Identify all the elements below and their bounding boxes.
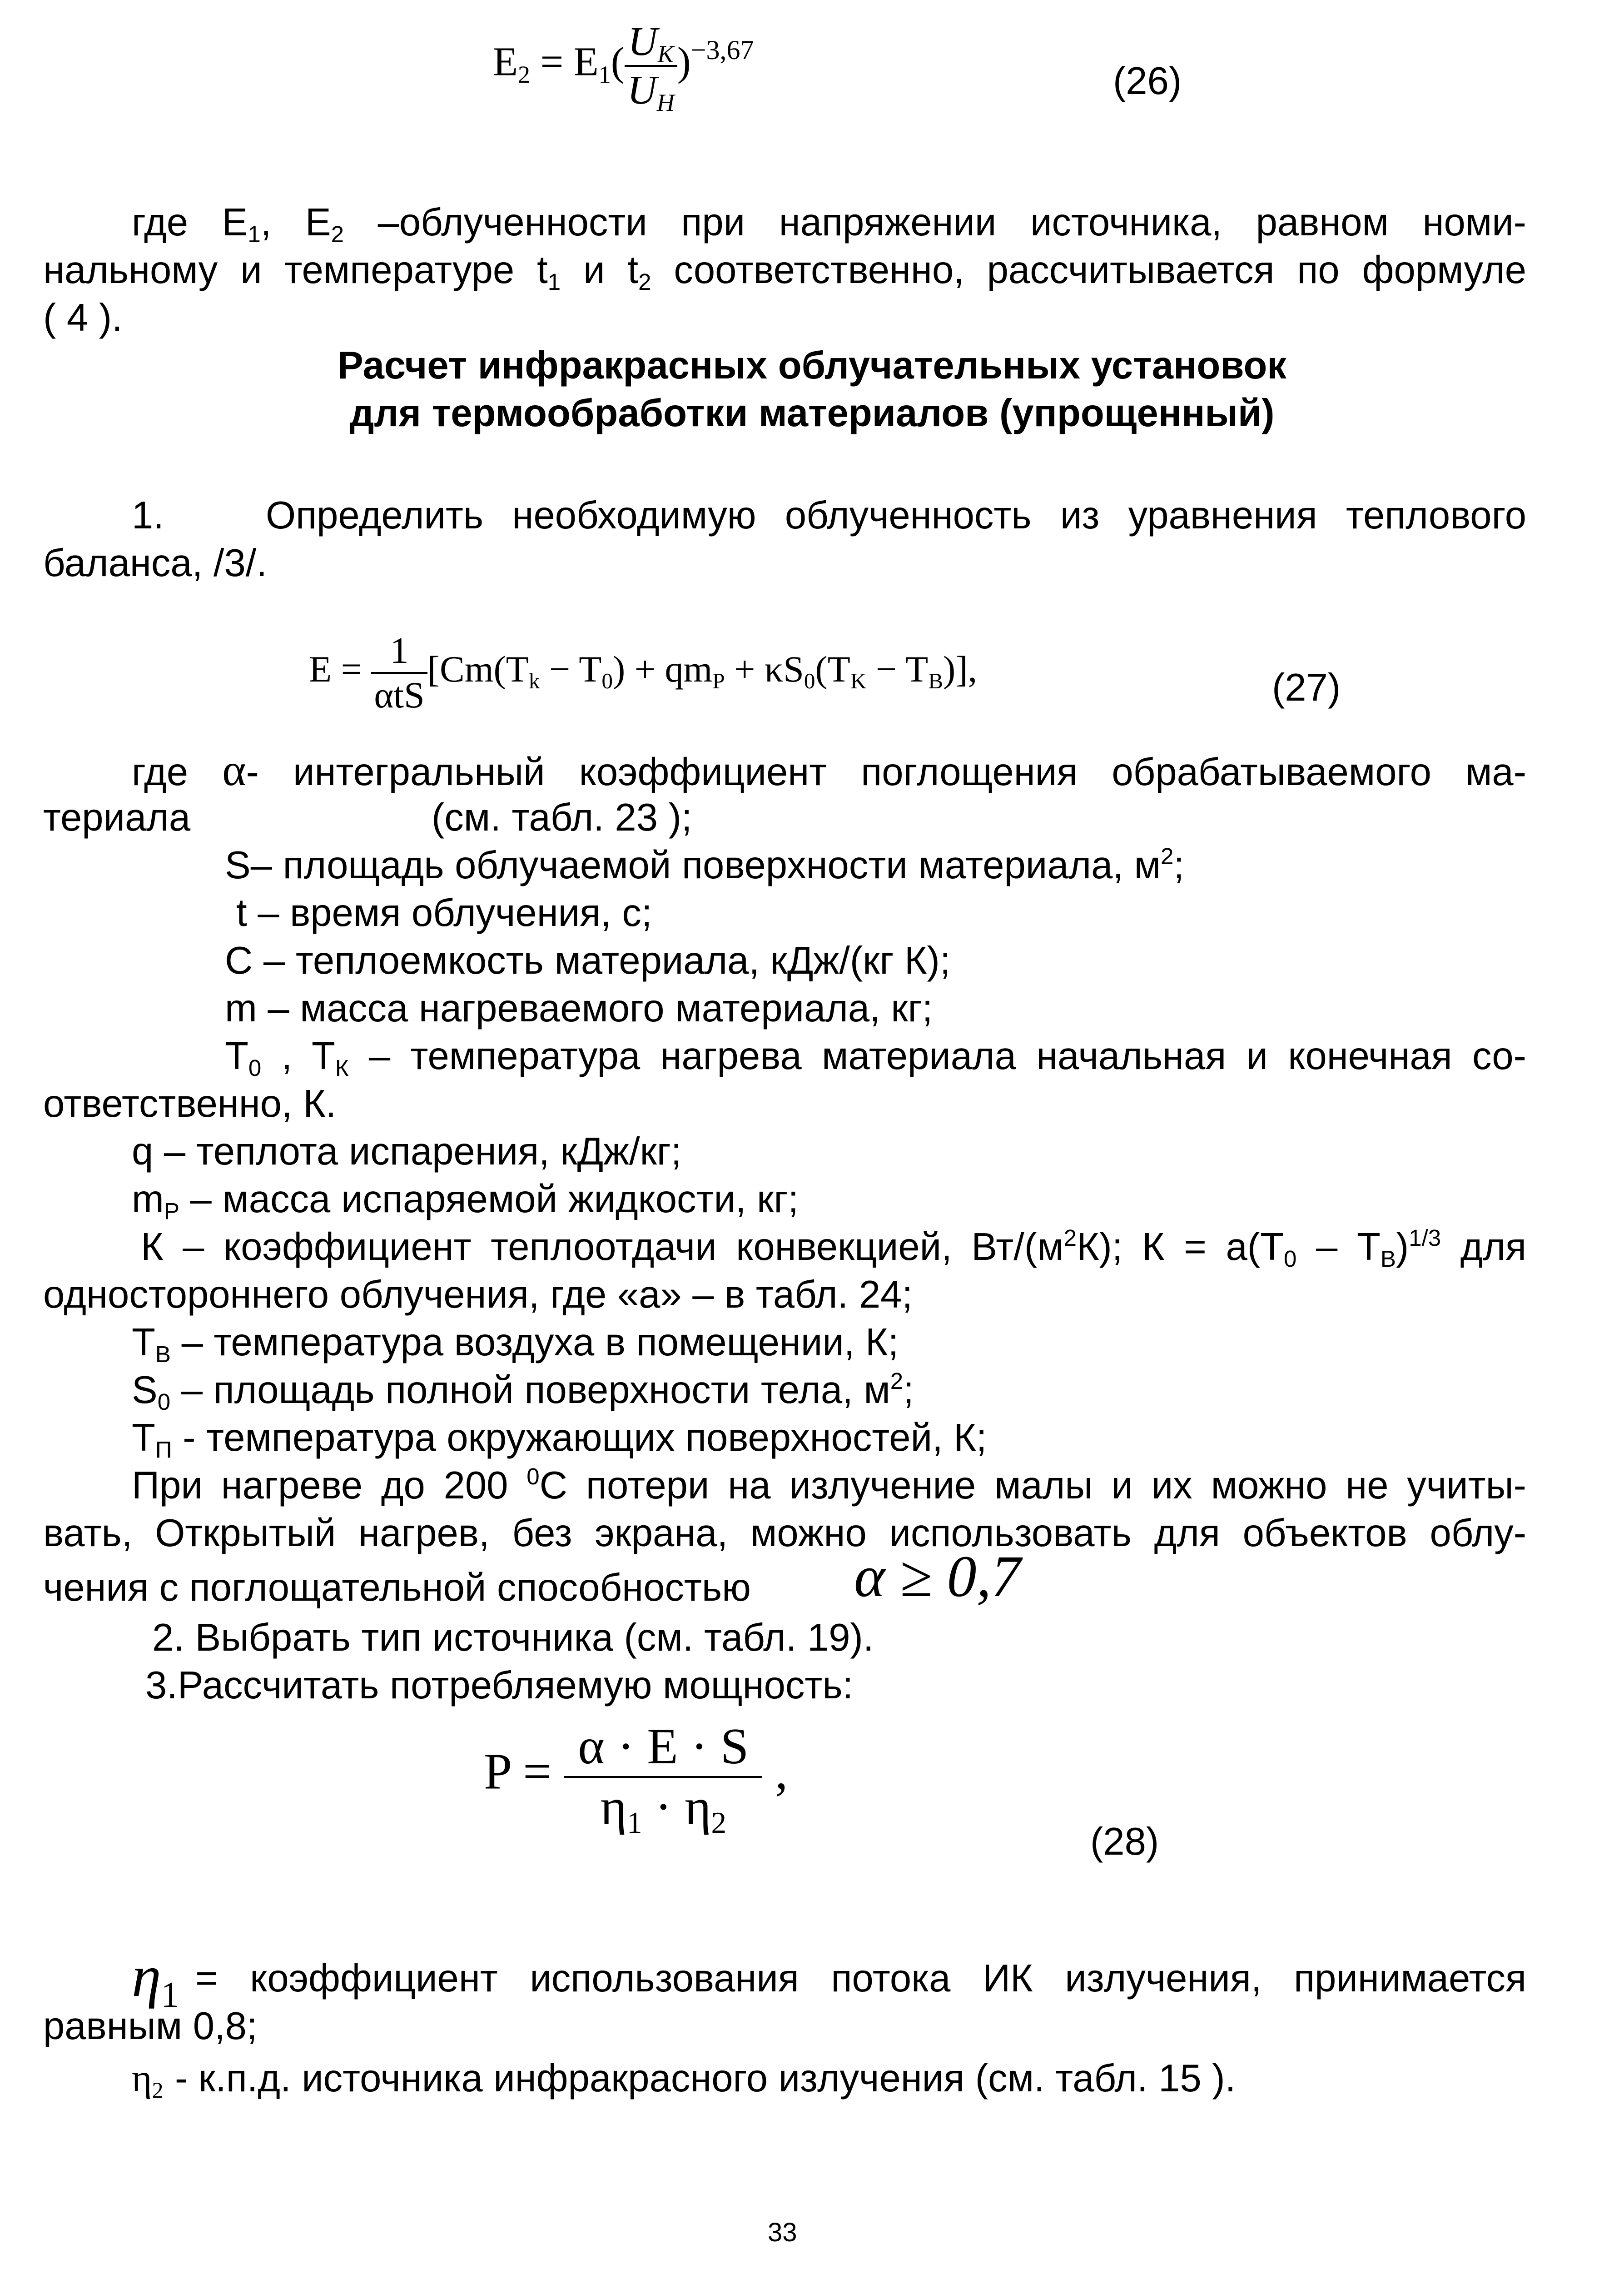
definition-line: ответственно, К. [43, 1082, 337, 1125]
step-line: 2. Выбрать тип источника (см. табл. 19). [152, 1616, 874, 1659]
equation-number-28: (28) [1090, 1820, 1159, 1863]
definition-line: К – коэффициент теплоотдачи конвекцией, $Вт/(м^2К)$; К = а(Т0 – ТВ)$^{1/3}$ для [141, 1225, 1526, 1272]
paragraph-line: При нагреве до 200 $^0$С потери на излучение малы и их можно не учиты- [132, 1463, 1526, 1507]
formula-27: E = $\frac{1}{\text{αtS}}$ [Cm(Tk − T0) + qmP + κS0(TK − TB)], [309, 630, 978, 716]
definition-line: (см. табл. 23 ); [432, 796, 692, 839]
paragraph-line: - к.п.д. источника инфракрасного излучения (см. табл. 15 ). [175, 2057, 1236, 2100]
section-heading: для термообработки материалов (упрощенный) [349, 392, 1275, 435]
paragraph-line: равным 0,8; [43, 2005, 258, 2048]
paragraph-line: чения с поглощательной способностью [43, 1566, 751, 1609]
eta1-symbol: η1 [132, 1944, 179, 2015]
paragraph-line: баланса, /3/. [43, 542, 267, 585]
paragraph-line: вать, Открытый нагрев, без экрана, можно использовать для объектов облу- [43, 1512, 1526, 1555]
definition-line: S0 – площадь полной поверхности тела, $м^2$; [132, 1368, 914, 1415]
page-number: 33 [768, 2218, 797, 2247]
definition-line: t – время облучения, с; [236, 891, 652, 935]
formula-28: P = $\frac{\alpha \cdot E \cdot S}{\eta 1 \cdot \eta 2}$ , [484, 1718, 788, 1840]
definition-line: териала [43, 796, 191, 839]
paragraph-line: где E1, E2 –облученности при напряжении источника, равном номи- [132, 201, 1526, 248]
formula-26: E2 = E1( $\frac{UK}{UH}$ )$^{-3,67}$ [493, 19, 754, 117]
paragraph-line: Определить необходимую облученность из уравнения теплового [266, 494, 1526, 537]
definition-line: ТП - температура окружающих поверхностей, К; [132, 1416, 987, 1463]
definition-line: m – масса нагреваемого материала, кг; [225, 987, 933, 1030]
paragraph-line: нальному и температуре t1 и t2 соответственно, рассчитывается по формуле [43, 249, 1526, 295]
step-line: 3.Рассчитать потребляемую мощность: [145, 1664, 854, 1707]
definition-line: одностороннего облучения, где «а» – в табл. 24; [43, 1273, 913, 1316]
definition-line: ТВ – температура воздуха в помещении, К; [132, 1321, 899, 1368]
definition-line: T0 , TК – температура нагрева материала начальная и конечная со- [225, 1035, 1526, 1081]
equation-number-27: (27) [1272, 666, 1341, 709]
alpha-condition: α ≥ 0,7 [854, 1544, 1021, 1609]
step-number: 1. [132, 494, 164, 537]
equation-number-26: (26) [1113, 60, 1182, 103]
definition-line: mР – масса испаряемой жидкости, кг; [132, 1178, 799, 1224]
paragraph-line: ( 4 ). [43, 296, 123, 339]
definition-line: S– площадь облучаемой поверхности материала, $м^2$; [225, 843, 1185, 887]
section-heading: Расчет инфракрасных облучательных установок [338, 344, 1286, 387]
eta2-symbol: η2 [132, 2057, 164, 2103]
paragraph-line: = коэффициент использования потока ИК излучения, принимается [195, 1957, 1526, 2000]
definition-line: где α- интегральный коэффициент поглощения обрабатываемого ма- [132, 745, 1526, 795]
definition-line: C – теплоемкость материала, кДж/(кг К); [225, 939, 951, 982]
definition-line: q – теплота испарения, кДж/кг; [132, 1130, 682, 1173]
